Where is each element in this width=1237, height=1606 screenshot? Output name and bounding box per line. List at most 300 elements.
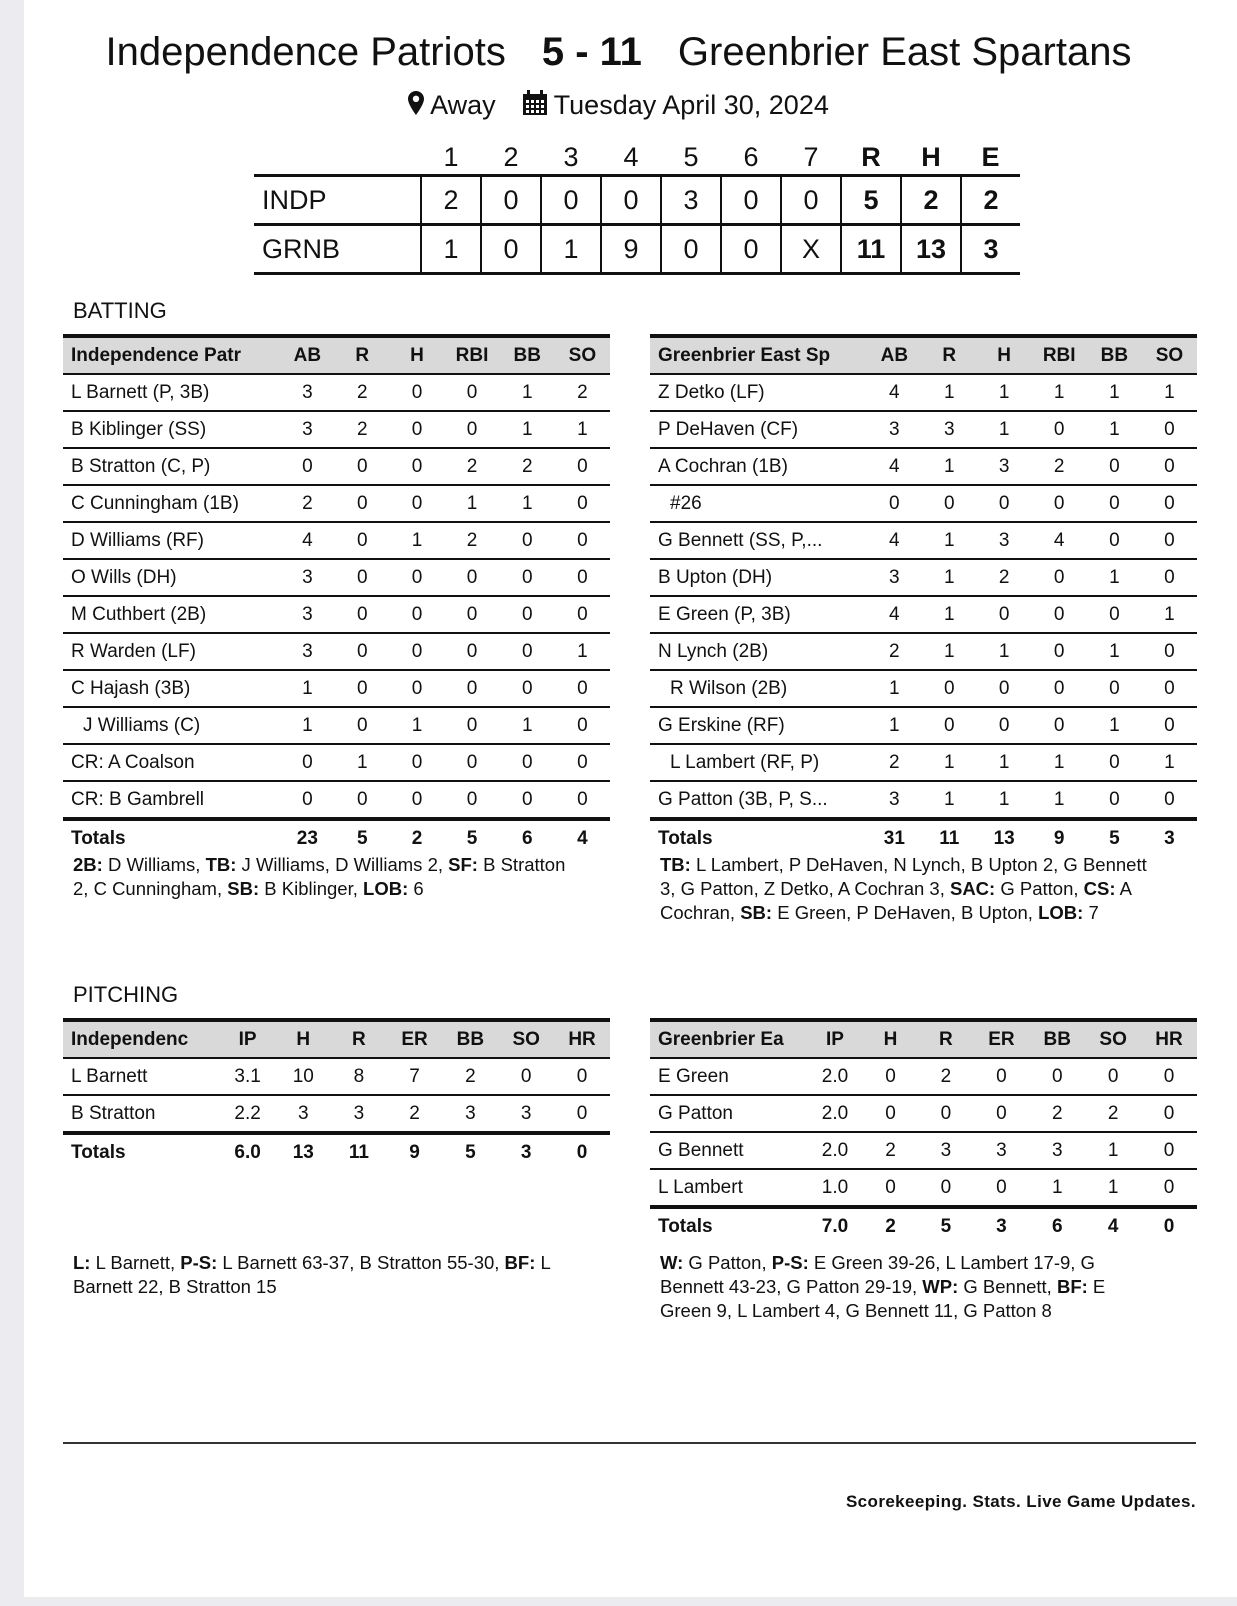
game-date: Tuesday April 30, 2024 <box>553 90 829 120</box>
away-pitching-notes <box>73 1251 593 1299</box>
totals-value: 31 <box>883 827 905 849</box>
stat-value: 2 <box>1051 1102 1063 1124</box>
linescore-inning: 1 <box>421 225 481 274</box>
stat-value: 0 <box>302 788 313 810</box>
note-value: D Williams, <box>102 854 206 875</box>
linescore-col-header: H <box>921 141 941 172</box>
note-value: A Cochran, <box>660 878 1131 923</box>
linescore-inning: 0 <box>721 176 781 225</box>
stat-value: 3.1 <box>234 1065 261 1087</box>
stat-column-header: AB <box>293 344 322 366</box>
home-team-name: Greenbrier East Spartans <box>677 30 1132 74</box>
stat-value: 0 <box>577 603 588 625</box>
stat-value: 3 <box>889 418 900 440</box>
note-key: TB: <box>205 854 237 875</box>
player-name: L Lambert <box>658 1176 743 1198</box>
stat-column-header: ER <box>401 1028 428 1050</box>
away-team-name: Independence Patriots <box>105 30 506 74</box>
stat-value: 1 <box>1109 566 1120 588</box>
stat-value: 3 <box>302 566 313 588</box>
stat-value: 1 <box>577 640 588 662</box>
note-key: CS: <box>1083 878 1116 899</box>
player-row <box>650 781 1197 819</box>
stat-value: 0 <box>411 677 423 699</box>
note-value: B Stratton 2, C Cunningham, <box>73 854 566 899</box>
stat-value: 0 <box>577 566 588 588</box>
stat-value: 0 <box>1053 603 1065 625</box>
stat-value: 0 <box>1053 714 1065 736</box>
totals-value: 11 <box>348 1141 369 1163</box>
stat-value: 1 <box>943 788 955 810</box>
player-row <box>63 633 610 670</box>
stat-value: 1 <box>521 381 533 403</box>
note-key: SB: <box>740 902 773 923</box>
stat-value: 0 <box>411 751 423 773</box>
stat-value: 0 <box>302 455 313 477</box>
stat-value: 0 <box>940 1102 952 1124</box>
stat-value: 0 <box>998 714 1010 736</box>
linescore-inning: 0 <box>481 176 541 225</box>
stat-value: 0 <box>1164 788 1175 810</box>
linescore-col-header: 2 <box>503 141 519 172</box>
note-key: BF: <box>504 1252 536 1273</box>
totals-value: 6 <box>521 827 533 849</box>
linescore-header <box>254 140 1020 176</box>
note-key: BF: <box>1056 1276 1088 1297</box>
stats-header-row <box>650 336 1197 374</box>
player-name: A Cochran (1B) <box>658 455 788 477</box>
stat-value: 1 <box>1164 381 1175 403</box>
stat-value: 1 <box>943 455 955 477</box>
linescore-total-h: 2 <box>901 176 961 225</box>
player-name: CR: A Coalson <box>71 751 195 773</box>
stat-value: 0 <box>1164 529 1175 551</box>
player-row <box>650 1095 1197 1132</box>
note-value: J Williams, D Williams 2, <box>236 854 449 875</box>
stat-value: 1 <box>1109 381 1120 403</box>
stat-column-header: SO <box>1155 344 1184 366</box>
stat-column-header: H <box>997 344 1011 366</box>
stat-value: 3 <box>889 566 900 588</box>
stat-column-header: R <box>355 344 370 366</box>
totals-row <box>650 819 1197 856</box>
player-row <box>63 448 610 485</box>
stat-value: 0 <box>357 566 368 588</box>
note-value: 7 <box>1083 902 1099 923</box>
stat-value: 0 <box>521 788 533 810</box>
totals-value: 9 <box>409 1141 420 1163</box>
totals-label: Totals <box>658 1215 713 1237</box>
stat-value: 2 <box>885 1139 896 1161</box>
stat-value: 1 <box>577 418 588 440</box>
stat-value: 0 <box>943 677 955 699</box>
stat-value: 7 <box>409 1065 420 1087</box>
stat-value: 1 <box>889 677 900 699</box>
totals-value: 4 <box>577 827 588 849</box>
stat-column-header: BB <box>1100 344 1129 366</box>
stat-value: 1 <box>521 418 533 440</box>
stat-value: 0 <box>357 788 368 810</box>
stat-value: 0 <box>466 381 478 403</box>
stat-value: 3 <box>998 529 1010 551</box>
totals-row <box>63 819 610 856</box>
stat-value: 1 <box>302 714 313 736</box>
stat-value: 0 <box>521 677 533 699</box>
player-name: C Hajash (3B) <box>71 677 191 699</box>
home-pitching-table <box>650 1018 1197 1244</box>
linescore-col-header: R <box>861 141 881 172</box>
home-batting-notes <box>660 853 1160 925</box>
linescore-col-header: 1 <box>443 141 459 172</box>
player-row <box>650 707 1197 744</box>
stat-value: 0 <box>998 492 1010 514</box>
player-name: G Erskine (RF) <box>658 714 785 736</box>
stat-column-header: RBI <box>455 344 489 366</box>
note-value: B Kiblinger, <box>259 878 364 899</box>
note-key: LOB: <box>1038 902 1084 923</box>
stat-column-header: BB <box>456 1028 485 1050</box>
stat-value: 0 <box>411 566 423 588</box>
pitching-section-title: PITCHING <box>73 982 179 1007</box>
player-name: B Upton (DH) <box>658 566 773 588</box>
stat-value: 4 <box>889 381 900 403</box>
stat-value: 0 <box>411 492 423 514</box>
player-name: Z Detko (LF) <box>658 381 765 403</box>
stat-value: 4 <box>889 455 900 477</box>
linescore-inning: 2 <box>421 176 481 225</box>
note-value: E Green 9, L Lambert 4, G Bennett 11, G Patton 8 <box>660 1276 1106 1321</box>
team-column-header: Independenc <box>71 1028 189 1050</box>
player-name: G Patton (3B, P, S... <box>658 788 828 810</box>
stat-value: 2 <box>1107 1102 1119 1124</box>
linescore-col-header: E <box>981 141 1000 172</box>
stat-value: 0 <box>1109 603 1120 625</box>
stat-column-header: H <box>296 1028 311 1050</box>
away-pitching-table <box>63 1018 610 1170</box>
team-column-header: Greenbrier Ea <box>658 1028 784 1050</box>
stat-value: 2 <box>1053 455 1065 477</box>
stat-value: 2 <box>466 455 478 477</box>
stat-column-header: IP <box>238 1028 257 1050</box>
stat-value: 1 <box>1109 418 1120 440</box>
stat-value: 0 <box>411 381 423 403</box>
player-row <box>63 744 610 781</box>
linescore-col-header: 5 <box>683 141 699 172</box>
stat-value: 0 <box>357 640 368 662</box>
stat-value: 2 <box>889 751 900 773</box>
stat-column-header: ER <box>988 1028 1015 1050</box>
player-row <box>63 1058 610 1095</box>
note-key: P-S: <box>771 1252 809 1273</box>
stats-header-row <box>63 336 610 374</box>
stat-value: 0 <box>1109 492 1120 514</box>
stat-value: 0 <box>576 1065 588 1087</box>
player-name: J Williams (C) <box>83 714 201 736</box>
stat-value: 0 <box>1109 529 1120 551</box>
stat-value: 0 <box>1053 640 1065 662</box>
linescore-team: INDP <box>254 176 421 225</box>
stats-header-row <box>650 1020 1197 1058</box>
stat-value: 0 <box>943 714 955 736</box>
linescore-col-header: 7 <box>803 141 819 172</box>
player-name: L Barnett <box>71 1065 148 1087</box>
totals-value: 6.0 <box>234 1141 261 1163</box>
stat-value: 0 <box>996 1176 1007 1198</box>
stat-value: 3 <box>520 1102 532 1124</box>
stat-value: 0 <box>1164 566 1175 588</box>
note-key: P-S: <box>180 1252 218 1273</box>
stat-value: 0 <box>885 1065 896 1087</box>
stat-value: 1 <box>1053 751 1065 773</box>
totals-value: 9 <box>1053 827 1065 849</box>
stat-value: 4 <box>889 603 900 625</box>
totals-value: 5 <box>357 827 368 849</box>
stat-value: 1 <box>943 751 955 773</box>
stat-value: 2 <box>998 566 1010 588</box>
stat-value: 0 <box>940 1176 952 1198</box>
stat-value: 1 <box>943 529 955 551</box>
stat-value: 1 <box>943 566 955 588</box>
totals-value: 2 <box>411 827 423 849</box>
stat-value: 0 <box>521 529 533 551</box>
note-value: 6 <box>408 878 424 899</box>
note-value: G Patton, <box>683 1252 772 1273</box>
stat-value: 0 <box>1163 1176 1175 1198</box>
player-row <box>650 1058 1197 1095</box>
stat-value: 1 <box>1107 1139 1119 1161</box>
stat-value: 2 <box>409 1102 420 1124</box>
player-name: #26 <box>670 492 702 514</box>
linescore-team: GRNB <box>254 225 421 274</box>
stat-column-header: BB <box>1043 1028 1071 1050</box>
footer-tagline: Scorekeeping. Stats. Live Game Updates. <box>845 1492 1196 1511</box>
stat-column-header: R <box>942 344 957 366</box>
linescore-inning: 0 <box>601 176 661 225</box>
stat-value: 1.0 <box>821 1176 849 1198</box>
totals-value: 5 <box>940 1215 952 1237</box>
stat-value: 2 <box>940 1065 952 1087</box>
player-row <box>63 522 610 559</box>
stat-value: 0 <box>1053 566 1065 588</box>
stat-value: 1 <box>889 714 900 736</box>
stat-value: 0 <box>357 492 368 514</box>
stat-value: 0 <box>998 603 1010 625</box>
note-key: SF: <box>448 854 478 875</box>
stat-value: 0 <box>577 788 588 810</box>
player-row <box>650 374 1197 411</box>
calendar-icon <box>522 90 548 123</box>
totals-value: 0 <box>1163 1215 1175 1237</box>
stat-value: 0 <box>1109 751 1120 773</box>
stat-value: 0 <box>466 418 478 440</box>
player-row <box>650 1132 1197 1169</box>
stat-value: 1 <box>998 381 1010 403</box>
stat-value: 1 <box>411 529 423 551</box>
linescore-row <box>254 225 1020 274</box>
stat-value: 0 <box>521 751 533 773</box>
stat-value: 3 <box>1051 1139 1063 1161</box>
stat-value: 0 <box>466 751 478 773</box>
game-meta <box>0 90 1237 123</box>
stat-value: 1 <box>302 677 313 699</box>
note-key: W: <box>660 1252 684 1273</box>
player-name: B Stratton <box>71 1102 156 1124</box>
stat-value: 0 <box>357 603 368 625</box>
stat-column-header: HR <box>1155 1028 1183 1050</box>
stat-column-header: R <box>352 1028 366 1050</box>
footer-divider <box>63 1442 1196 1444</box>
player-name: G Bennett <box>658 1139 744 1161</box>
stat-value: 0 <box>577 455 588 477</box>
linescore-corner <box>254 140 421 176</box>
stat-value: 1 <box>1109 714 1120 736</box>
stat-value: 0 <box>1164 640 1175 662</box>
stat-value: 2 <box>521 455 533 477</box>
stat-value: 2 <box>465 1065 476 1087</box>
stat-value: 1 <box>943 381 955 403</box>
player-row <box>63 670 610 707</box>
stat-value: 0 <box>466 603 478 625</box>
team-column-header: Greenbrier East Sp <box>658 344 831 366</box>
stat-value: 0 <box>466 640 478 662</box>
stat-column-header: BB <box>513 344 541 366</box>
stat-column-header: H <box>883 1028 898 1050</box>
stats-header-row <box>63 1020 610 1058</box>
stat-value: 0 <box>411 788 423 810</box>
note-value: E Green, P DeHaven, B Upton, <box>772 902 1039 923</box>
linescore-inning: 0 <box>481 225 541 274</box>
linescore-inning: X <box>781 225 841 274</box>
totals-value: 23 <box>296 827 318 849</box>
stat-value: 2 <box>466 529 478 551</box>
player-row <box>650 522 1197 559</box>
stat-value: 4 <box>889 529 900 551</box>
linescore-total-e: 2 <box>961 176 1020 225</box>
totals-row <box>63 1133 610 1170</box>
player-row <box>650 744 1197 781</box>
map-pin-icon <box>408 91 424 122</box>
player-row <box>63 707 610 744</box>
player-row <box>650 448 1197 485</box>
linescore-inning: 0 <box>781 176 841 225</box>
stat-value: 0 <box>885 1102 896 1124</box>
stat-value: 0 <box>885 1176 896 1198</box>
stat-value: 1 <box>998 788 1010 810</box>
linescore-inning: 0 <box>721 225 781 274</box>
stat-value: 1 <box>998 751 1010 773</box>
stat-value: 0 <box>1163 1065 1175 1087</box>
stat-value: 1 <box>1053 788 1065 810</box>
stat-value: 0 <box>1163 1102 1175 1124</box>
totals-row <box>650 1207 1197 1244</box>
player-name: B Stratton (C, P) <box>71 455 211 477</box>
stat-value: 3 <box>996 1139 1007 1161</box>
stat-value: 0 <box>411 640 423 662</box>
stat-value: 2 <box>577 381 588 403</box>
stat-value: 1 <box>1107 1176 1119 1198</box>
player-row <box>650 559 1197 596</box>
linescore-col-header: 3 <box>563 141 579 172</box>
stat-value: 0 <box>577 751 588 773</box>
player-row <box>650 596 1197 633</box>
linescore-total-r: 11 <box>841 225 901 274</box>
totals-value: 0 <box>576 1141 588 1163</box>
stat-value: 1 <box>521 492 533 514</box>
stat-value: 2.0 <box>821 1139 849 1161</box>
stat-value: 1 <box>411 714 423 736</box>
note-key: L: <box>73 1252 91 1273</box>
stat-column-header: HR <box>568 1028 596 1050</box>
player-row <box>63 485 610 522</box>
linescore-col-header: 6 <box>743 141 759 172</box>
stat-value: 0 <box>1107 1065 1119 1087</box>
stat-value: 0 <box>1109 455 1120 477</box>
player-row <box>63 781 610 819</box>
stat-value: 4 <box>302 529 313 551</box>
stat-value: 3 <box>302 640 313 662</box>
stat-value: 1 <box>1053 381 1065 403</box>
totals-value: 7.0 <box>821 1215 849 1237</box>
note-key: SB: <box>227 878 260 899</box>
away-batting-notes <box>73 853 573 901</box>
stat-column-header: RBI <box>1042 344 1076 366</box>
stat-value: 0 <box>521 566 533 588</box>
totals-value: 6 <box>1051 1215 1063 1237</box>
note-key: 2B: <box>73 854 103 875</box>
stat-value: 1 <box>943 640 955 662</box>
team-column-header: Independence Patr <box>71 344 241 366</box>
linescore-total-r: 5 <box>841 176 901 225</box>
stat-value: 0 <box>1163 1139 1175 1161</box>
stat-value: 2.0 <box>821 1102 849 1124</box>
stat-value: 3 <box>302 418 313 440</box>
totals-value: 5 <box>466 827 478 849</box>
stat-value: 0 <box>466 677 478 699</box>
note-key: WP: <box>922 1276 959 1297</box>
stat-value: 3 <box>889 788 900 810</box>
stat-value: 0 <box>1051 1065 1063 1087</box>
stat-value: 0 <box>1109 677 1120 699</box>
totals-value: 3 <box>1164 827 1175 849</box>
stat-value: 1 <box>521 714 533 736</box>
player-row <box>63 596 610 633</box>
stat-value: 0 <box>357 714 368 736</box>
stat-value: 0 <box>943 492 955 514</box>
linescore-inning: 9 <box>601 225 661 274</box>
stat-value: 0 <box>357 677 368 699</box>
stat-value: 0 <box>520 1065 532 1087</box>
stat-value: 0 <box>577 677 588 699</box>
totals-value: 4 <box>1107 1215 1119 1237</box>
linescore-inning: 1 <box>541 225 601 274</box>
player-name: N Lynch (2B) <box>658 640 769 662</box>
note-value: L Lambert, P DeHaven, N Lynch, B Upton 2, G Bennett 3, G Patton, Z Detko, A Cochran 3, <box>660 854 1147 899</box>
stat-value: 0 <box>302 751 313 773</box>
player-name: O Wills (DH) <box>71 566 177 588</box>
away-batting-table <box>63 334 610 856</box>
stat-value: 1 <box>1164 751 1175 773</box>
stat-value: 2 <box>357 381 368 403</box>
stat-value: 0 <box>889 492 900 514</box>
stat-column-header: R <box>939 1028 953 1050</box>
stat-column-header: IP <box>825 1028 844 1050</box>
location-label: Away <box>430 90 496 120</box>
stat-value: 2 <box>302 492 313 514</box>
stat-value: 1 <box>1051 1176 1063 1198</box>
stat-value: 1 <box>998 418 1010 440</box>
stat-value: 0 <box>521 603 533 625</box>
stat-value: 2 <box>889 640 900 662</box>
